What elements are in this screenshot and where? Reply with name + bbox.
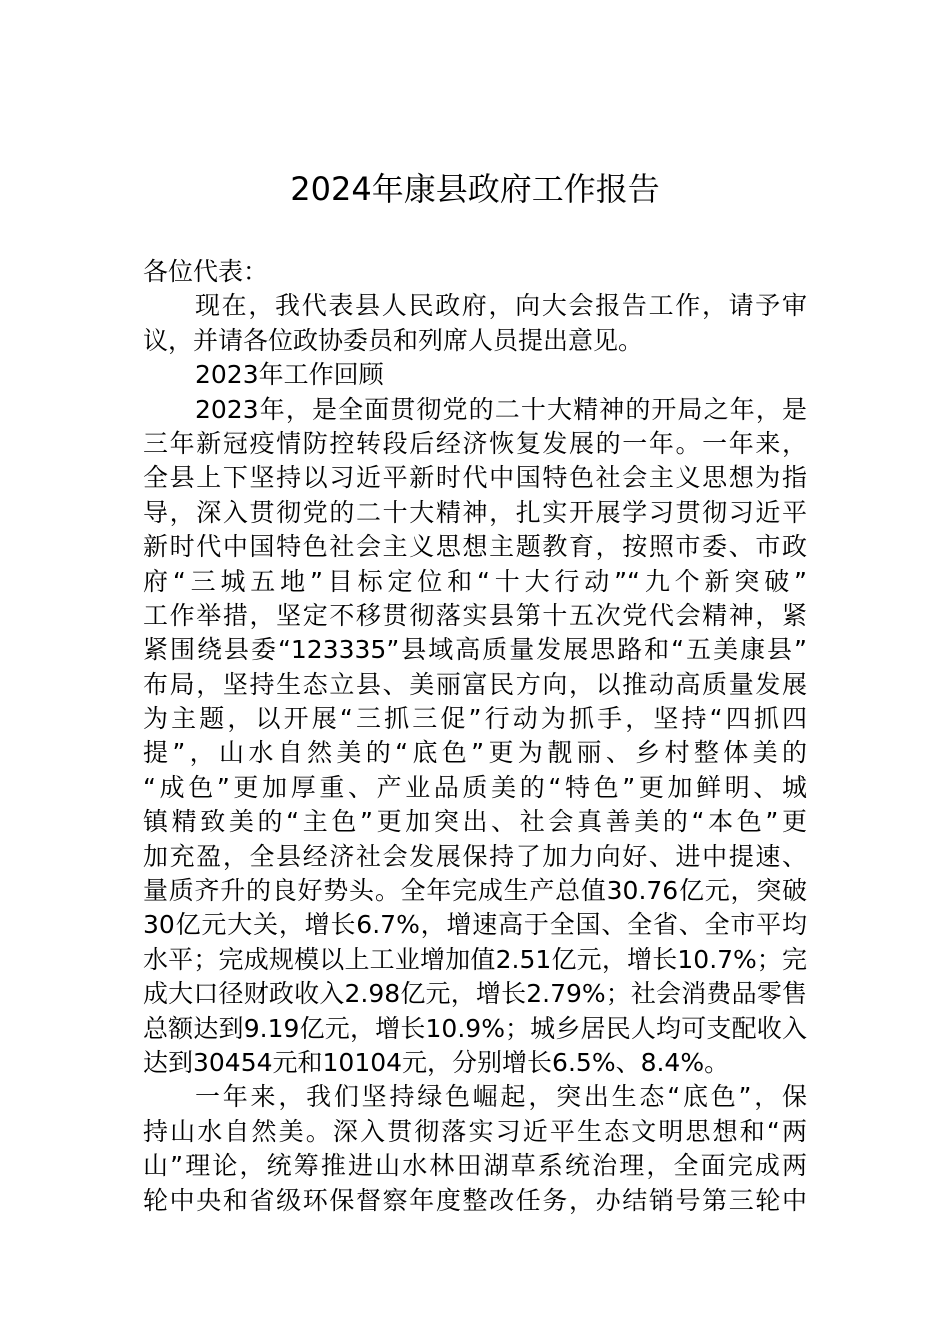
- text-line: 轮中央和省级环保督察年度整改任务，办结销号第三轮中: [143, 1185, 807, 1215]
- text-line: 提”，山水自然美的“底色”更为靓丽、乡村整体美的: [143, 738, 807, 768]
- text-line: 2023年，是全面贯彻党的二十大精神的开局之年，是: [195, 394, 807, 424]
- body-lines: [143, 289, 807, 1218]
- text-line: 成大口径财政收入2.98亿元，增长2.79%；社会消费品零售: [143, 979, 807, 1009]
- text-line: 紧围绕县委“123335”县域高质量发展思路和“五美康县”: [143, 635, 807, 665]
- document-body: [143, 255, 807, 1218]
- text-line: 议，并请各位政协委员和列席人员提出意见。: [143, 325, 644, 355]
- text-line: 山”理论，统筹推进山水林田湖草系统治理，全面完成两: [143, 1151, 807, 1181]
- text-line: 布局，坚持生态立县、美丽富民方向，以推动高质量发展: [143, 669, 807, 699]
- text-line: 府“三城五地”目标定位和“十大行动”“九个新突破”: [143, 566, 807, 596]
- text-line: “成色”更加厚重、产业品质美的“特色”更加鲜明、城: [143, 772, 807, 802]
- document-title: 2024年康县政府工作报告: [290, 170, 660, 208]
- text-line: 为主题，以开展“三抓三促”行动为抓手，坚持“四抓四: [143, 704, 807, 734]
- text-line: 达到30454元和10104元，分别增长6.5%、8.4%。: [143, 1047, 730, 1077]
- text-line: 一年来，我们坚持绿色崛起，突出生态“底色”，保: [195, 1082, 807, 1112]
- text-line: 加充盈，全县经济社会发展保持了加力向好、进中提速、: [143, 841, 807, 871]
- text-line: 全县上下坚持以习近平新时代中国特色社会主义思想为指: [143, 463, 807, 493]
- text-line: 新时代中国特色社会主义思想主题教育，按照市委、市政: [143, 532, 807, 562]
- text-line: 现在，我代表县人民政府，向大会报告工作，请予审: [195, 291, 807, 321]
- salutation: 各位代表：: [143, 257, 269, 286]
- text-line: 三年新冠疫情防控转段后经济恢复发展的一年。一年来，: [143, 428, 807, 458]
- text-line: 量质齐升的良好势头。全年完成生产总值30.76亿元，突破: [143, 876, 807, 906]
- text-line: 持山水自然美。深入贯彻落实习近平生态文明思想和“两: [143, 1116, 807, 1146]
- text-line: 30亿元大关，增长6.7%，增速高于全国、全省、全市平均: [143, 910, 807, 940]
- text-line: 水平；完成规模以上工业增加值2.51亿元，增长10.7%；完: [143, 944, 807, 974]
- text-line: 导，深入贯彻党的二十大精神，扎实开展学习贯彻习近平: [143, 497, 807, 527]
- text-line: 总额达到9.19亿元，增长10.9%；城乡居民人均可支配收入: [143, 1013, 807, 1043]
- text-line: 2023年工作回顾: [195, 360, 384, 390]
- text-line: 镇精致美的“主色”更加突出、社会真善美的“本色”更: [143, 807, 807, 837]
- text-line: 工作举措，坚定不移贯彻落实县第十五次党代会精神，紧: [143, 600, 807, 630]
